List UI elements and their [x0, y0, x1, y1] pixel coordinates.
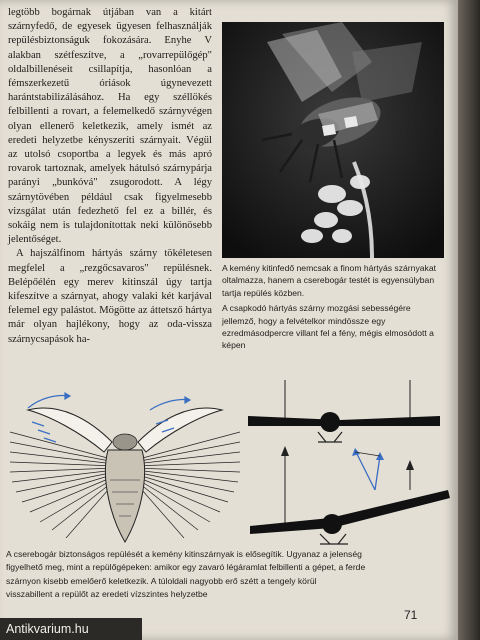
- body-paragraph-1: legtöbb bogárnak útjában van a kitárt szárnyfedő, de egyesek ügyesen felhasználják repülésbiztonságuk fokozására. Enyhe V alakban szétfeszítve, a „rovarrepülőgép" oldalbillenéseit csillapítja, hasonlóan a fémszerkezetű óriások úgynevezett harántstabilizálásához. Ha egy széllökés felbillenti a rovart, a felemelkedő szárnyvégen olyan ellenerő keletkezik, amely ismét az eredeti helyzetbe kényszeríti szárnyait. Végül az utolsó csoportba a legyek és más apró rovarok tartoznak, amelyek hátulsó szárnypárja parányi „bunkóvá" zsugorodott. A légy szárnytövében például csak figyelmesebb vizsgálat után fedezhető fel ez a billér, és sokáig nem is tulajdonítottak neki különösebb jelentőséget.: [8, 7, 212, 246]
- page-number: 71: [404, 608, 418, 622]
- beetle-abdomen: [105, 450, 144, 542]
- diagram-caption-line-4: visszabillent a repülőt az eredeti vízszintes helyzetbe: [6, 589, 208, 600]
- book-gutter: [458, 0, 480, 640]
- photo-caption: [222, 262, 440, 355]
- flight-diagram: [0, 380, 458, 550]
- diagram-caption-line-1: A cserebogár biztonságos repülését a kemény kitinszárnyak is elősegítik. Ugyanaz a jelenség: [6, 549, 362, 559]
- watermark-label: Antikvarium.hu: [0, 618, 142, 640]
- beetle-photo-image: [222, 22, 444, 258]
- beetle-photo: [222, 22, 444, 258]
- diagram-caption-line-3: szárnyon kisebb emelőerő keletkezik. A túloldali nagyobb erő szétt a tengely körül: [6, 575, 317, 586]
- diagram-caption-line-2: figyelhető meg, mint a repülőgépeken: amikor egy zavaró légáramlat felbillenti a gépet, a ferde: [6, 562, 366, 573]
- body-text-column: [8, 6, 212, 347]
- photo-caption-2: A csapkodó hártyás szárny mozgási sebességére jellemző, hogy a felvételkor mindössze egy ezredmásodpercre villant fel a fény, mégis elmosódott a képen: [222, 303, 434, 351]
- beetle-wingbeat-illustration: [10, 408, 240, 542]
- left-elytron: [28, 408, 112, 452]
- right-elytron: [138, 408, 222, 452]
- photo-caption-1: A kemény kitinfedő nemcsak a finom hártyás szárnyakat oltalmazza, hanem a cserebogár testét is egyensúlyban tartja repülés közben.: [222, 263, 436, 298]
- aircraft-tilted: [250, 446, 450, 544]
- aircraft-level: [248, 380, 440, 442]
- body-paragraph-2: A hajszálfinom hártyás szárny tökéletesen megfelel a „rezgőcsavaros" repülésnek. Belépőélén egy merev kitinszál úgy tartja kifeszítve a szárnyat, ahogy valaki két karjával felemel egy palástot. Mögötte az áttetsző hártya már olyan hajlékony, hogy az oda-vissza szárnycsapások ha-: [8, 248, 212, 345]
- diagram-caption: [6, 548, 446, 602]
- beetle-head: [113, 434, 137, 450]
